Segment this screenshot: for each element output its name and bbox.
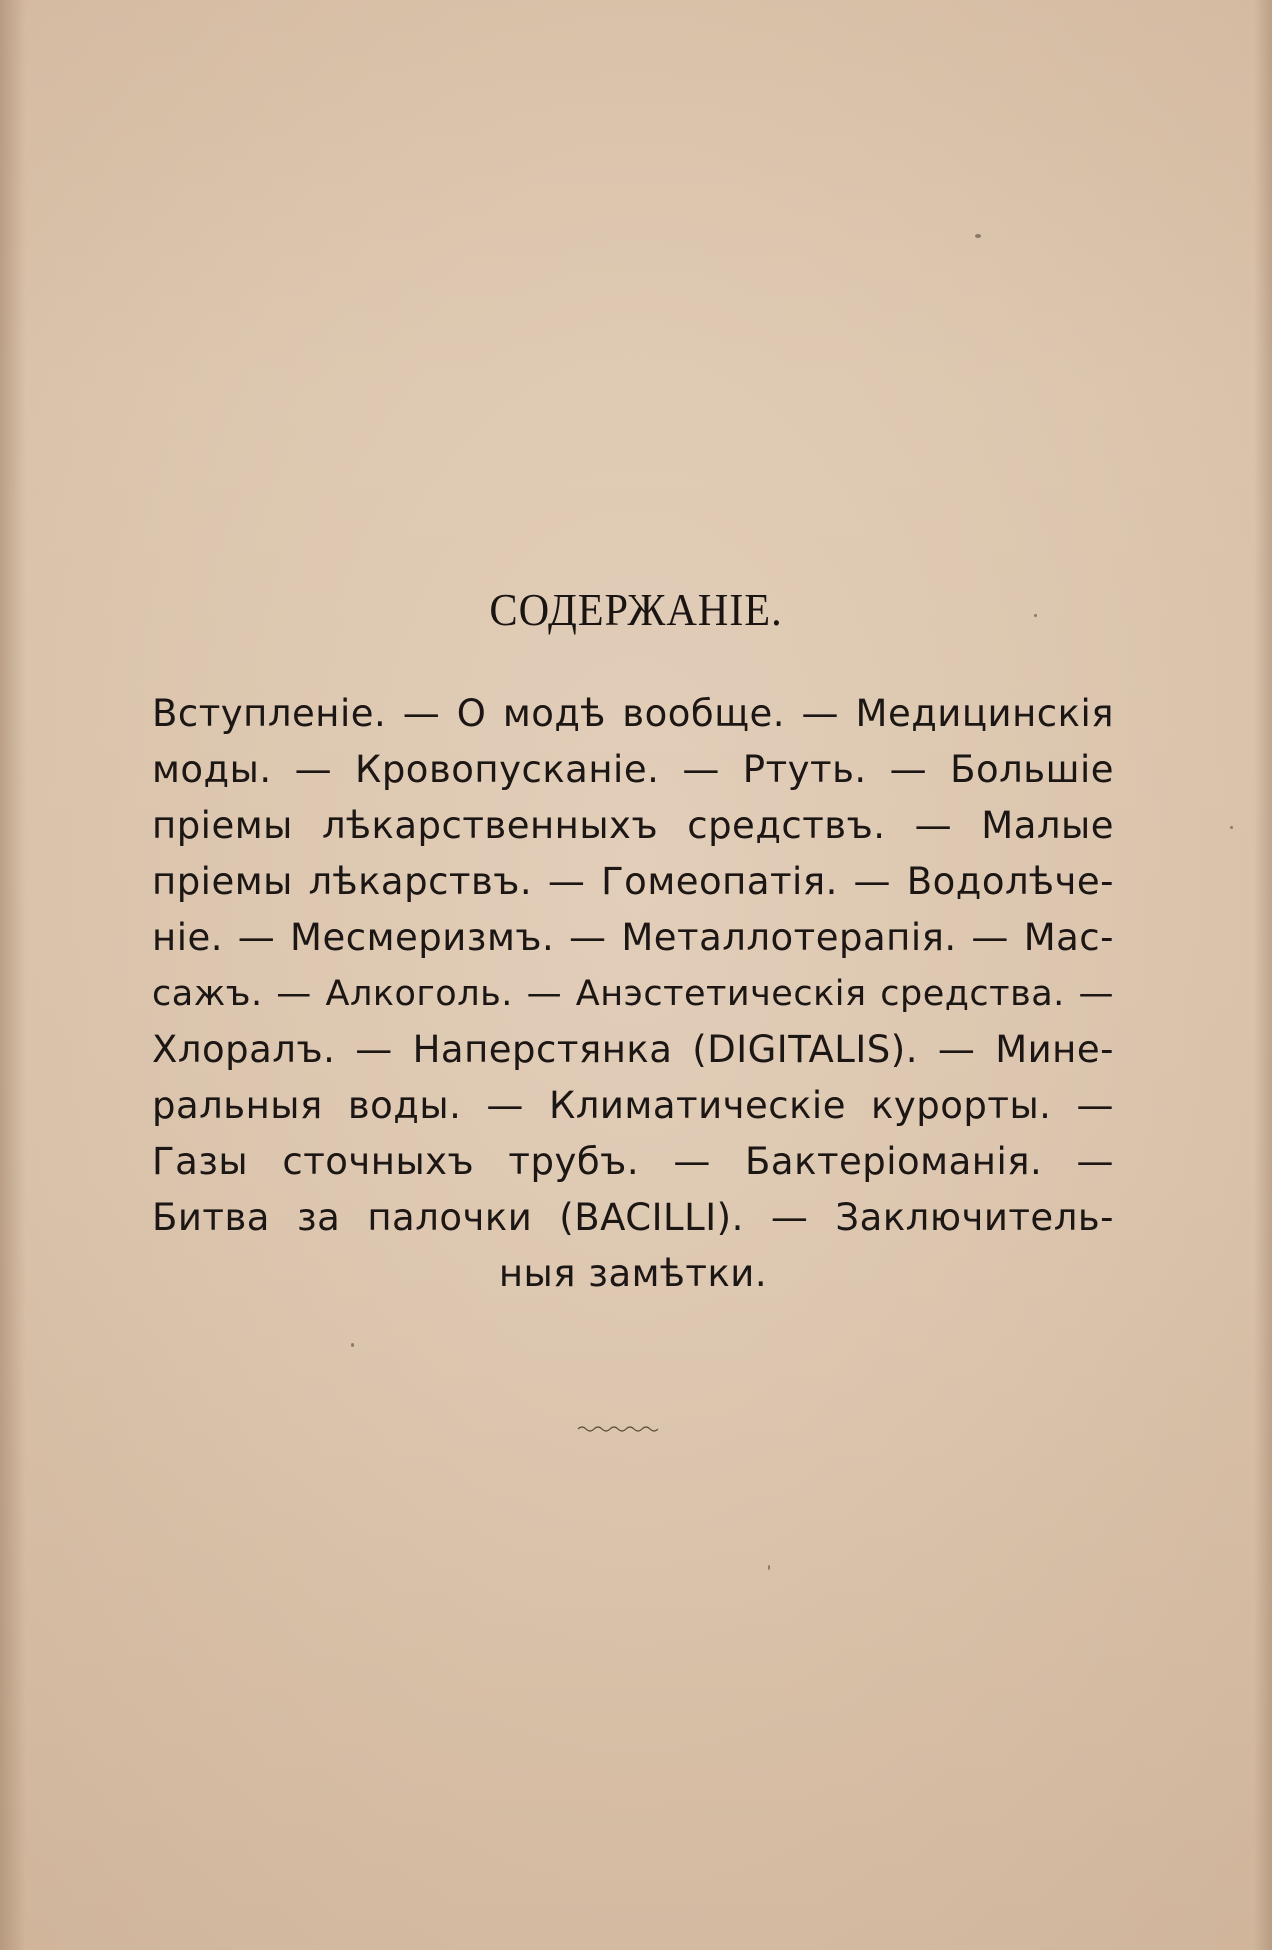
paper-speck <box>975 234 981 238</box>
contents-line: Хлоралъ. — Наперстянка (DIGITALIS). — Мине- <box>152 1028 1114 1071</box>
contents-line: Вступленіе. — О модѣ вообще. — Медицинскія <box>152 692 1114 735</box>
paper-speck <box>1230 826 1233 829</box>
contents-line: ральныя воды. — Климатическіе курорты. — <box>152 1084 1114 1127</box>
paper-speck <box>351 1343 354 1347</box>
table-of-contents <box>152 686 1114 1302</box>
paper-speck <box>768 1565 770 1570</box>
contents-line: пріемы лѣкарствъ. — Гомеопатія. — Водолѣче- <box>152 860 1114 903</box>
contents-line: Битва за палочки (BACILLI). — Заключитель- <box>152 1196 1114 1239</box>
contents-line: моды. — Кровопусканіе. — Ртуть. — Большіе <box>152 748 1114 791</box>
paper-speck <box>1034 614 1037 617</box>
ornament-divider <box>576 1424 662 1432</box>
page-edge-shadow <box>1254 0 1272 1950</box>
contents-line: ныя замѣтки. <box>498 1252 768 1295</box>
contents-line: Газы сточныхъ трубъ. — Бактеріоманія. — <box>152 1140 1114 1183</box>
spine-shadow <box>0 0 26 1950</box>
contents-line: сажъ. — Алкоголь. — Анэстетическія средства. — <box>152 974 1114 1014</box>
page-title: СОДЕРЖАНІЕ. <box>489 584 783 635</box>
contents-line: пріемы лѣкарственныхъ средствъ. — Малые <box>152 804 1114 847</box>
contents-line: ніе. — Месмеризмъ. — Металлотерапія. — Мас- <box>152 916 1114 959</box>
